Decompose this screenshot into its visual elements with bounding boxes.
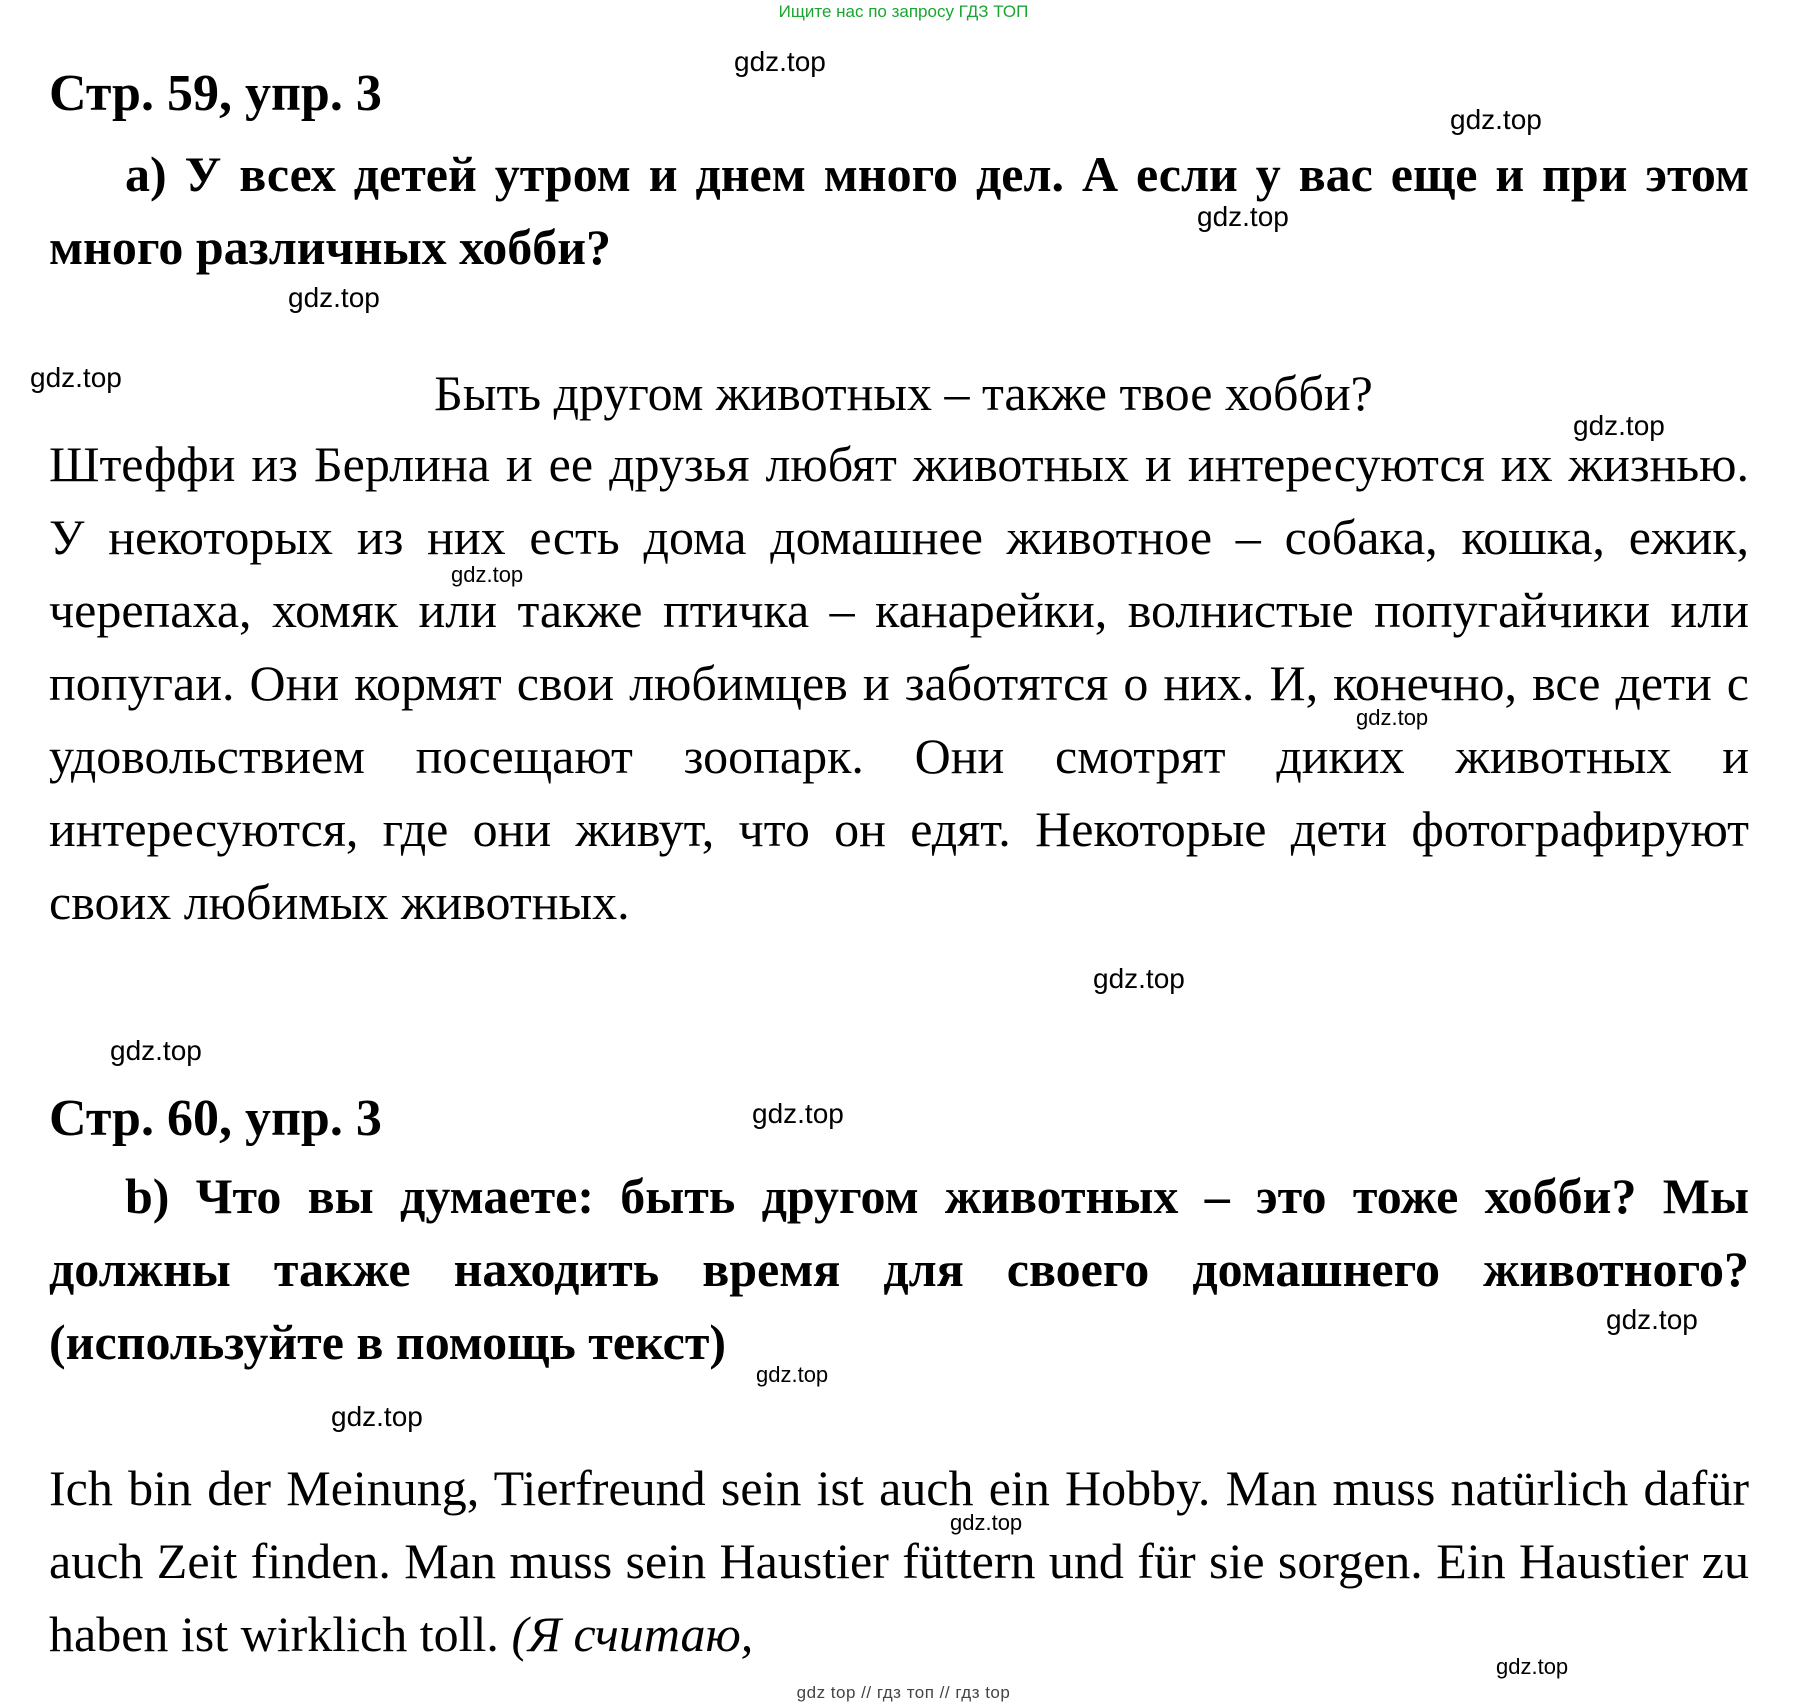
section2-task-label: b) (125, 1168, 170, 1224)
search-hint-banner: Ищите нас по запросу ГДЗ ТОП (778, 2, 1029, 21)
watermark: gdz.top (1450, 104, 1542, 135)
watermark: gdz.top (1496, 1654, 1569, 1679)
watermark: gdz.top (756, 1362, 829, 1387)
section1-task (49, 138, 1749, 284)
section2-task (49, 1160, 1749, 1379)
watermark: gdz.top (1197, 201, 1289, 232)
watermark: gdz.top (1606, 1304, 1698, 1335)
section1-task-label: a) (125, 146, 167, 202)
section2-task-text: Что вы думаете: быть другом животных – это тоже хобби? Мы должны также находить время для своего домашнего животного? (используйте в помощь текст) (49, 1168, 1750, 1370)
watermark: gdz.top (752, 1098, 844, 1129)
watermark: gdz.top (734, 46, 826, 77)
section1-task-text: У всех детей утром и днем много дел. А если у вас еще и при этом много различных хобби? (49, 146, 1750, 275)
watermark: gdz.top (110, 1035, 202, 1066)
watermark: gdz.top (1356, 705, 1429, 730)
watermark: gdz.top (950, 1510, 1023, 1535)
section1-body: Штеффи из Берлина и ее друзья любят животных и интересуются их жизнью. У некоторых из них есть дома домашнее животное – собака, кошка, ежик, черепаха, хомяк или также птичка – канарейки, волнистые попугайчики или попугаи. Они кормят свои любимцев и заботятся о них. И, конечно, все дети с удовольствием посещают зоопарк. Они смотрят диких животных и интересуются, где они живут, что он едят. Некоторые дети фотографируют своих любимых животных. (49, 436, 1749, 930)
footer-watermark: gdz top // гдз топ // гдз top (796, 1683, 1011, 1702)
section2-body (49, 1452, 1749, 1671)
watermark: gdz.top (331, 1401, 423, 1432)
section1-heading: Стр. 59, упр. 3 (49, 65, 382, 122)
watermark: gdz.top (288, 282, 380, 313)
section2-heading: Стр. 60, упр. 3 (49, 1090, 382, 1147)
section2-body-text: Ich bin der Meinung, Tierfreund sein ist auch ein Hobby. Man muss natürlich dafür auch Zeit finden. Man muss sein Haustier füttern und für sie sorgen. Ein Haustier zu haben ist wirklich toll. (49, 1460, 1749, 1662)
watermark: gdz.top (451, 562, 524, 587)
section2-body-italic: (Я считаю, (511, 1606, 754, 1662)
watermark: gdz.top (30, 362, 122, 393)
watermark: gdz.top (1093, 963, 1185, 994)
watermark: gdz.top (1573, 410, 1665, 441)
text-title: Быть другом животных – также твое хобби? (434, 365, 1373, 421)
